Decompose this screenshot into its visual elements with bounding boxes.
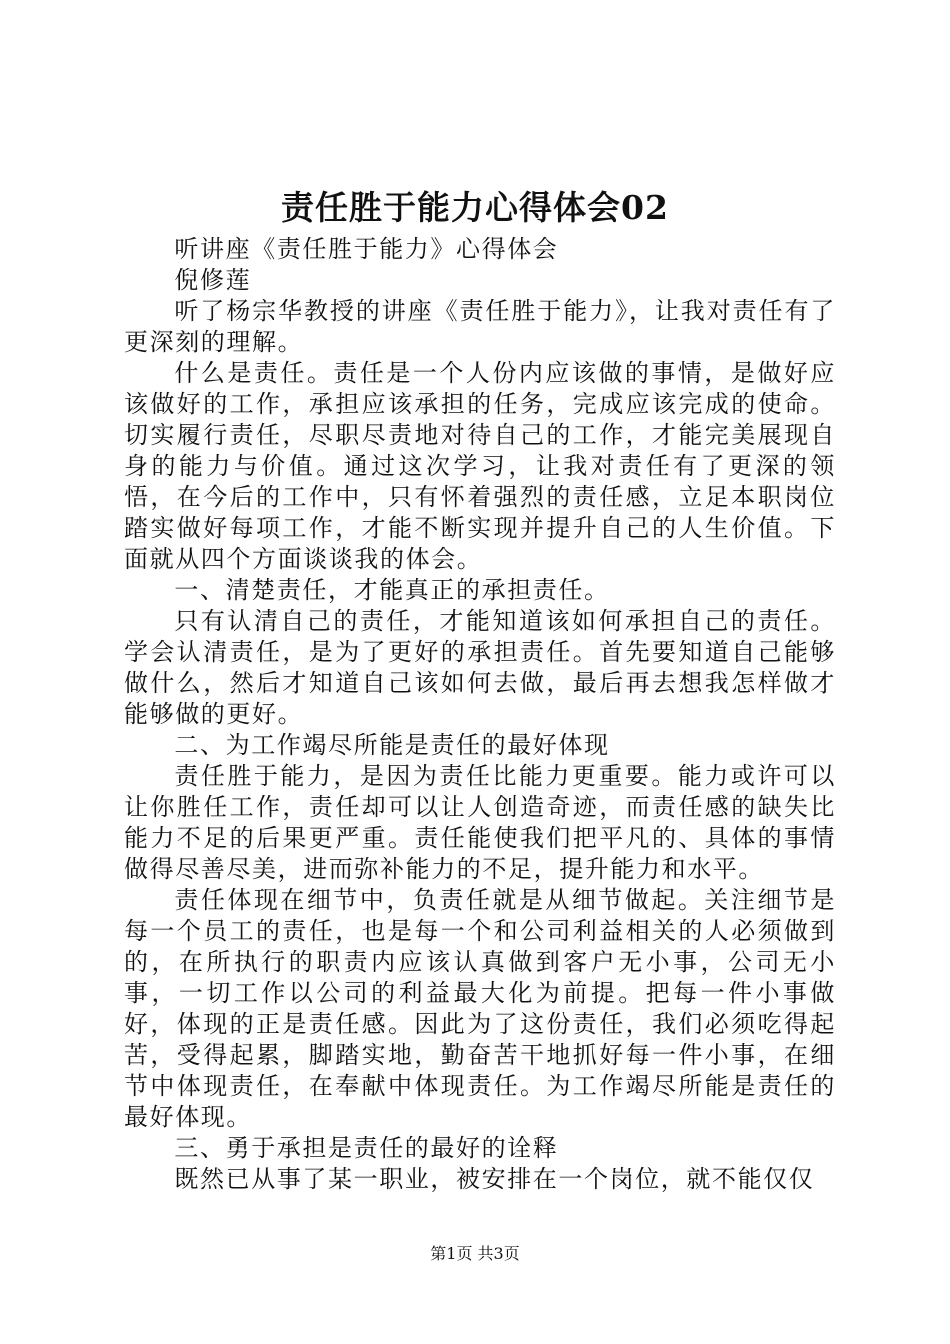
lecture-heading: 听讲座《责任胜于能力》心得体会 xyxy=(174,235,559,263)
author-name: 倪修莲 xyxy=(174,266,252,294)
body-paragraph: 只有认清自己的责任，才能知道该如何承担自己的责任。学会认清责任，是为了更好的承担责任。首先要知道自己能够做什么，然后才知道自己该如何去做，最后再去想我怎样做才能够做的更好。 xyxy=(124,607,836,728)
section-heading: 三、勇于承担是责任的最好的诠释 xyxy=(174,1134,559,1162)
body-paragraph: 责任胜于能力，是因为责任比能力更重要。能力或许可以让你胜任工作，责任却可以让人创造奇迹，而责任感的缺失比能力不足的后果更严重。责任能使我们把平凡的、具体的事情做得尽善尽美，进而弥补能力的不足，提升能力和水平。 xyxy=(124,762,836,883)
body-paragraph: 责任体现在细节中，负责任就是从细节做起。关注细节是每一个员工的责任，也是每一个和公司利益相关的人必须做到的，在所执行的职责内应该认真做到客户无小事，公司无小事，一切工作以公司的利益最大化为前提。把每一件小事做好，体现的正是责任感。因此为了这份责任，我们必须吃得起苦，受得起累，脚踏实地，勤奋苦干地抓好每一件小事，在细节中体现责任，在奉献中体现责任。为工作竭尽所能是责任的最好体现。 xyxy=(124,886,836,1131)
section-heading: 二、为工作竭尽所能是责任的最好体现 xyxy=(174,731,610,759)
body-paragraph: 听了杨宗华教授的讲座《责任胜于能力》，让我对责任有了更深刻的理解。 xyxy=(124,297,836,356)
page-footer: 第1页 共3页 xyxy=(430,1244,520,1263)
body-paragraph: 既然已从事了某一职业，被安排在一个岗位，就不能仅仅 xyxy=(174,1165,815,1193)
document-body xyxy=(124,234,836,1195)
document-title: 责任胜于能力心得体会02 xyxy=(281,188,669,227)
section-heading: 一、清楚责任，才能真正的承担责任。 xyxy=(174,576,610,604)
body-paragraph: 什么是责任。责任是一个人份内应该做的事情，是做好应该做好的工作，承担应该承担的任务，完成应该完成的使命。切实履行责任，尽职尽责地对待自己的工作，才能完美展现自身的能力与价值。通过这次学习，让我对责任有了更深的领悟，在今后的工作中，只有怀着强烈的责任感，立足本职岗位踏实做好每项工作，才能不断实现并提升自己的人生价值。下面就从四个方面谈谈我的体会。 xyxy=(124,359,836,573)
